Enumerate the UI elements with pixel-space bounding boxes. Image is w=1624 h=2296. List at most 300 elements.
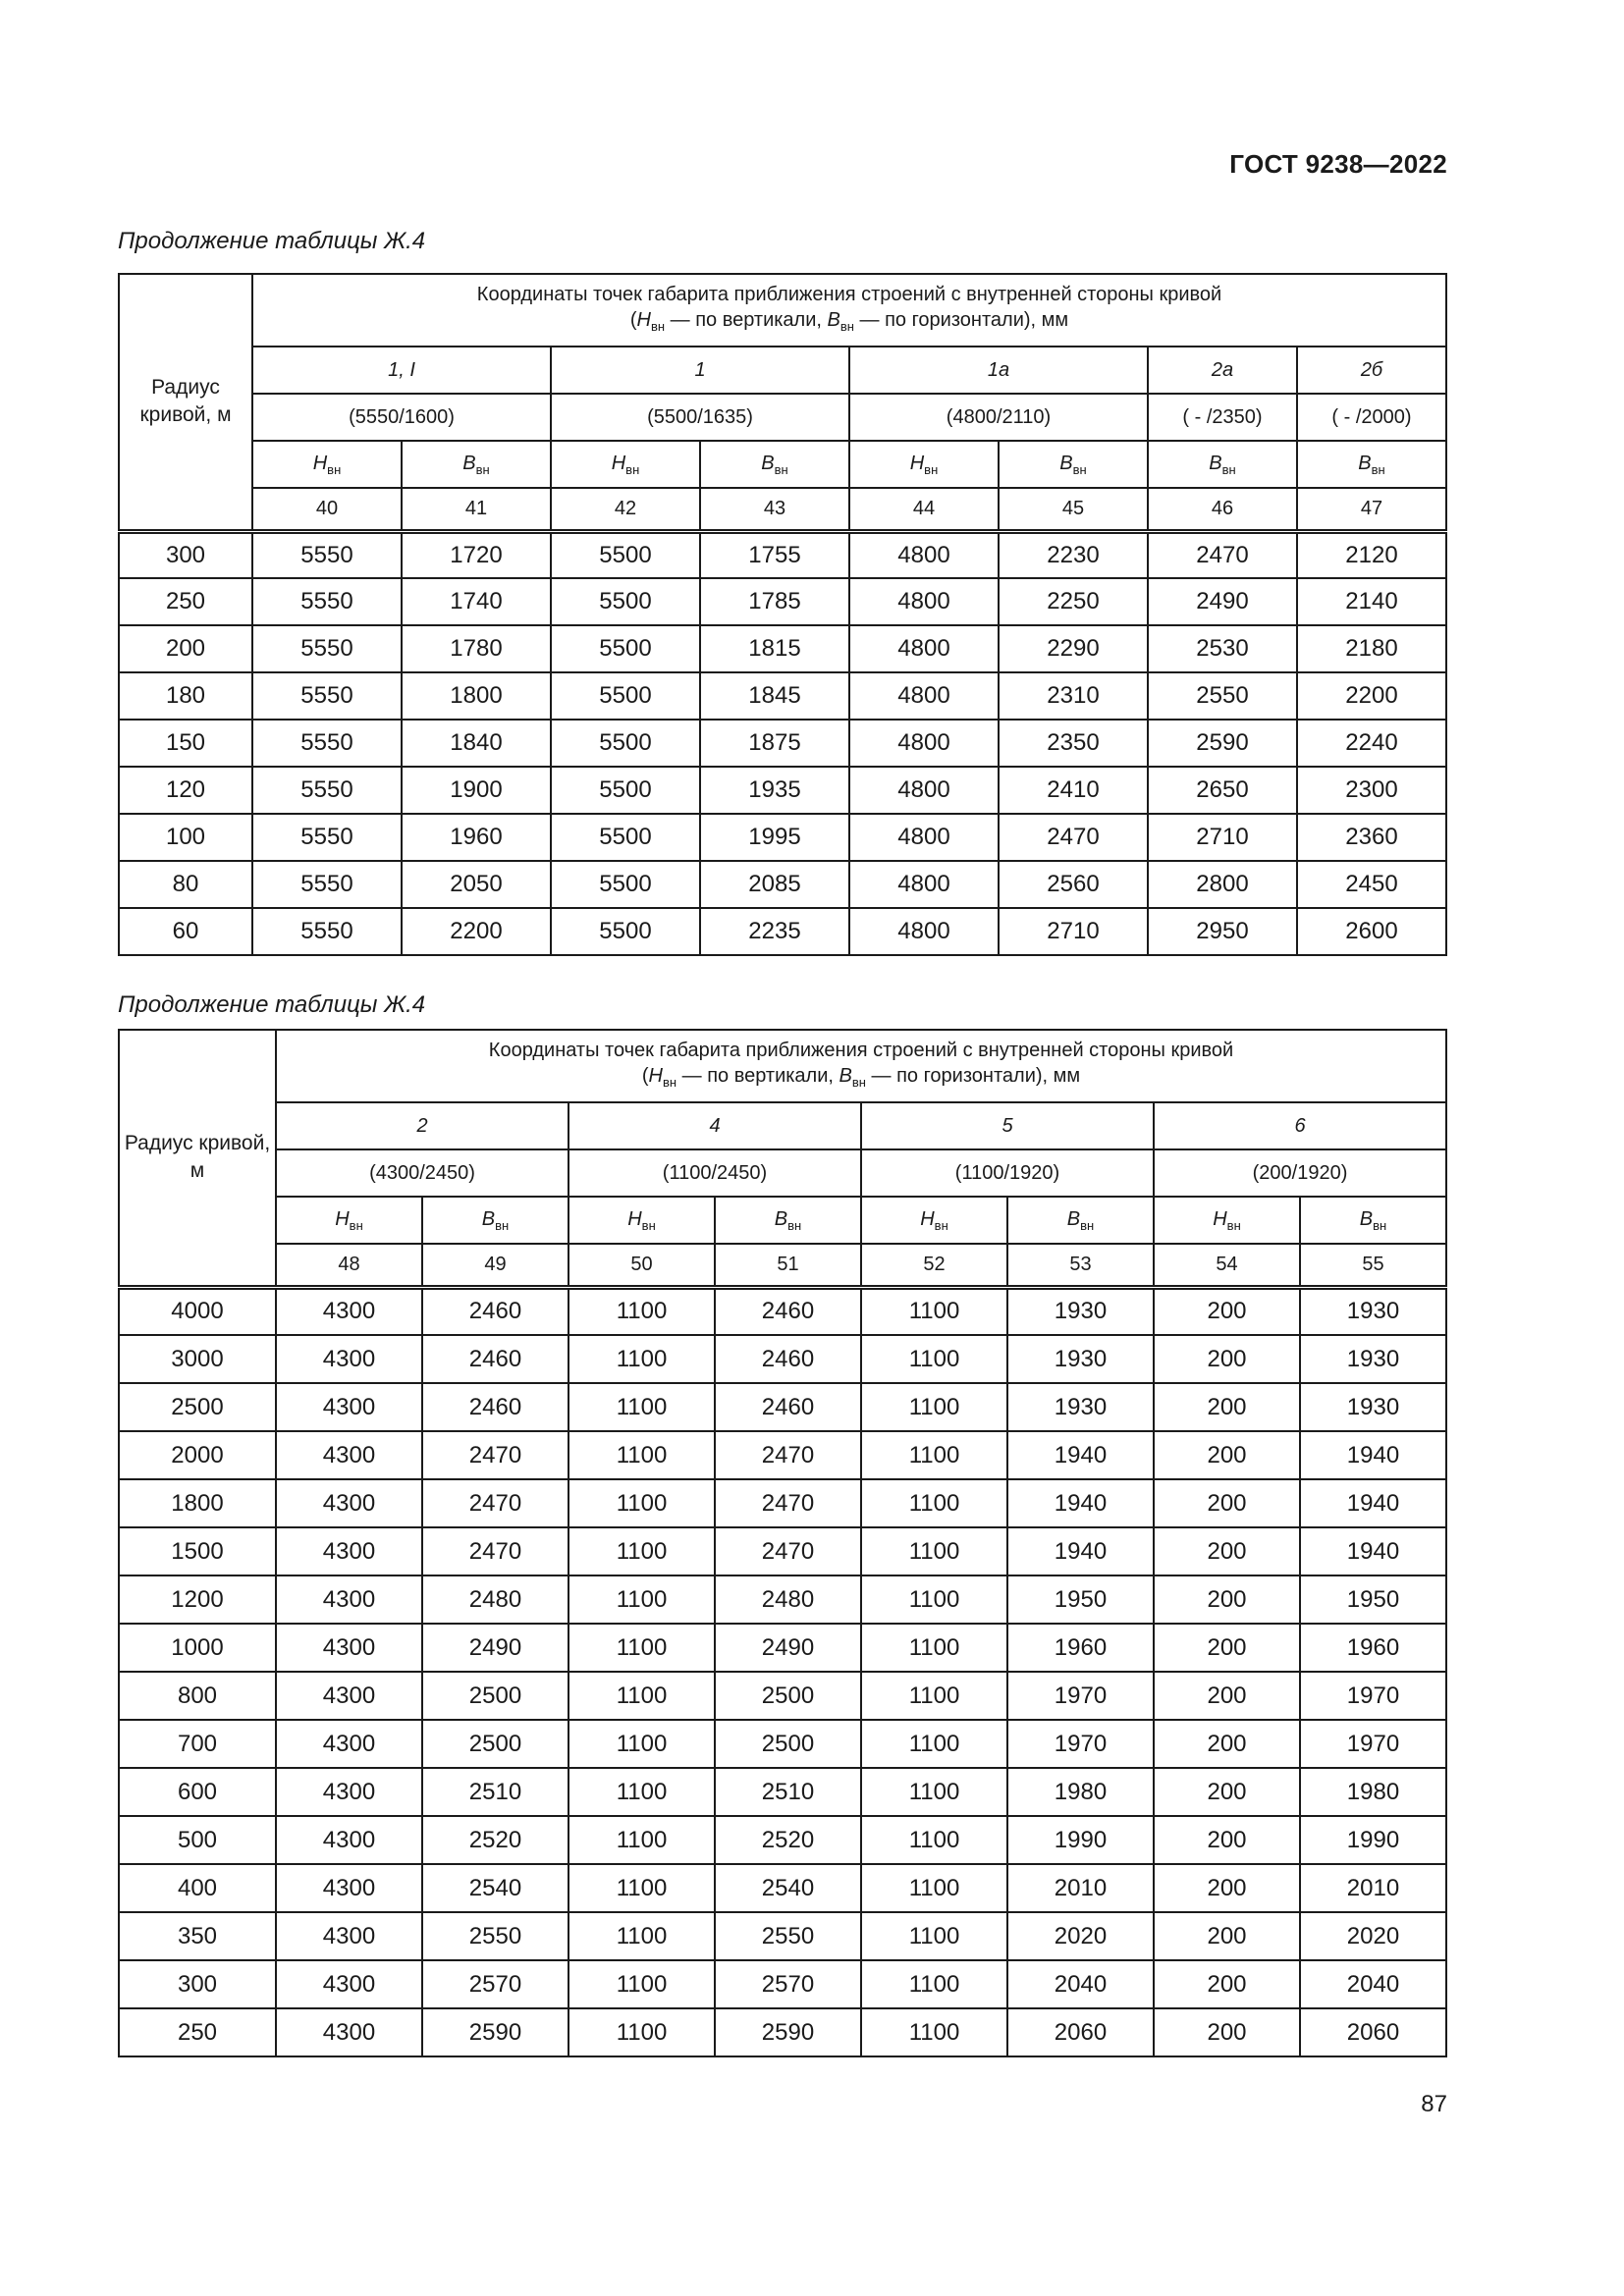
value-cell: 2490	[1148, 578, 1297, 625]
value-cell: 1100	[861, 1479, 1007, 1527]
value-cell: 2540	[422, 1864, 568, 1912]
value-cell: 1940	[1007, 1431, 1154, 1479]
main-heading: Координаты точек габарита приближения строений с внутренней стороны кривой ($H_{вн}$ — по вертикали, $B_{вн}$ — по горизонтали), мм	[252, 274, 1446, 347]
value-cell: 2460	[422, 1335, 568, 1383]
value-cell: 1720	[402, 531, 551, 578]
radius-cell: 80	[119, 861, 252, 908]
value-cell: 2360	[1297, 814, 1446, 861]
column-number: 49	[422, 1244, 568, 1287]
radius-cell: 500	[119, 1816, 276, 1864]
point-name: 5	[861, 1102, 1154, 1149]
value-cell: 1100	[568, 1624, 715, 1672]
radius-cell: 300	[119, 531, 252, 578]
value-cell: 2020	[1007, 1912, 1154, 1960]
value-cell: 5500	[551, 814, 700, 861]
table-row	[119, 1912, 1446, 1960]
radius-cell: 100	[119, 814, 252, 861]
value-cell: 1930	[1300, 1335, 1446, 1383]
value-cell: 1100	[568, 1575, 715, 1624]
value-cell: 2550	[715, 1912, 861, 1960]
value-cell: 1935	[700, 767, 849, 814]
column-number: 53	[1007, 1244, 1154, 1287]
value-cell: 1100	[861, 1864, 1007, 1912]
b-column-header: $B_{вн}$	[402, 441, 551, 488]
value-cell: 2500	[715, 1672, 861, 1720]
radius-cell: 3000	[119, 1335, 276, 1383]
value-cell: 1815	[700, 625, 849, 672]
b-symbol: B	[827, 308, 840, 331]
value-cell: 5550	[252, 625, 402, 672]
main-heading: Координаты точек габарита приближения строений с внутренней стороны кривой ($H_{вн}$ — по вертикали, $B_{вн}$ — по горизонтали), мм	[276, 1030, 1446, 1102]
value-cell: 2470	[715, 1527, 861, 1575]
value-cell: 1970	[1007, 1672, 1154, 1720]
value-cell: 1940	[1007, 1527, 1154, 1575]
value-cell: 1100	[568, 1912, 715, 1960]
value-cell: 1800	[402, 672, 551, 720]
value-cell: 2520	[715, 1816, 861, 1864]
value-cell: 1950	[1007, 1575, 1154, 1624]
value-cell: 2200	[402, 908, 551, 955]
b-column-header: $B_{вн}$	[1297, 441, 1446, 488]
value-cell: 1100	[568, 1960, 715, 2008]
value-cell: 4300	[276, 1335, 422, 1383]
table1-caption: Продолжение таблицы Ж.4	[118, 228, 426, 254]
radius-cell: 200	[119, 625, 252, 672]
value-cell: 1100	[861, 1912, 1007, 1960]
value-cell: 4300	[276, 1768, 422, 1816]
radius-cell: 1500	[119, 1527, 276, 1575]
value-cell: 4800	[849, 672, 999, 720]
value-cell: 200	[1154, 1816, 1300, 1864]
table-row	[119, 578, 1446, 625]
radius-cell: 150	[119, 720, 252, 767]
value-cell: 1875	[700, 720, 849, 767]
main-heading-line1: Координаты точек габарита приближения строений с внутренней стороны кривой	[488, 1039, 1234, 1061]
value-cell: 2470	[715, 1479, 861, 1527]
value-cell: 2460	[715, 1335, 861, 1383]
column-numbers-row	[119, 1244, 1446, 1287]
value-cell: 2085	[700, 861, 849, 908]
radius-cell: 1000	[119, 1624, 276, 1672]
value-cell: 2310	[999, 672, 1148, 720]
table2	[118, 1029, 1447, 2057]
value-cell: 2490	[422, 1624, 568, 1672]
point-coords: (1100/1920)	[861, 1149, 1154, 1197]
value-cell: 1100	[861, 1816, 1007, 1864]
value-cell: 5550	[252, 672, 402, 720]
value-cell: 2300	[1297, 767, 1446, 814]
value-cell: 200	[1154, 1720, 1300, 1768]
value-cell: 2570	[422, 1960, 568, 2008]
h-column-header: $H_{вн}$	[568, 1197, 715, 1244]
b-column-header: $B_{вн}$	[700, 441, 849, 488]
value-cell: 1930	[1300, 1287, 1446, 1335]
value-cell: 1845	[700, 672, 849, 720]
column-number: 54	[1154, 1244, 1300, 1287]
value-cell: 2710	[1148, 814, 1297, 861]
value-cell: 1100	[861, 1624, 1007, 1672]
radius-cell: 2500	[119, 1383, 276, 1431]
value-cell: 2550	[422, 1912, 568, 1960]
point-name: 4	[568, 1102, 861, 1149]
value-cell: 1100	[568, 1864, 715, 1912]
radius-cell: 350	[119, 1912, 276, 1960]
radius-cell: 300	[119, 1960, 276, 2008]
value-cell: 1100	[861, 2008, 1007, 2056]
value-cell: 200	[1154, 1527, 1300, 1575]
value-cell: 1100	[861, 1768, 1007, 1816]
value-cell: 2800	[1148, 861, 1297, 908]
value-cell: 5550	[252, 767, 402, 814]
b-column-header: $B_{вн}$	[1300, 1197, 1446, 1244]
value-cell: 5500	[551, 578, 700, 625]
value-cell: 1960	[1300, 1624, 1446, 1672]
value-cell: 1785	[700, 578, 849, 625]
table-row	[119, 1287, 1446, 1335]
value-cell: 200	[1154, 2008, 1300, 2056]
value-cell: 4300	[276, 1912, 422, 1960]
value-cell: 2460	[422, 1383, 568, 1431]
table-row	[119, 767, 1446, 814]
value-cell: 2480	[715, 1575, 861, 1624]
h-column-header: $H_{вн}$	[252, 441, 402, 488]
table-row	[119, 672, 1446, 720]
value-cell: 2650	[1148, 767, 1297, 814]
value-cell: 2040	[1007, 1960, 1154, 2008]
value-cell: 2470	[1148, 531, 1297, 578]
value-cell: 2710	[999, 908, 1148, 955]
radius-cell: 2000	[119, 1431, 276, 1479]
value-cell: 200	[1154, 1864, 1300, 1912]
column-number: 45	[999, 488, 1148, 531]
table-row	[119, 1864, 1446, 1912]
value-cell: 1930	[1007, 1335, 1154, 1383]
value-cell: 5550	[252, 814, 402, 861]
point-coords: (1100/2450)	[568, 1149, 861, 1197]
value-cell: 5550	[252, 578, 402, 625]
value-cell: 200	[1154, 1575, 1300, 1624]
value-cell: 4300	[276, 1864, 422, 1912]
value-cell: 5550	[252, 531, 402, 578]
table-row	[119, 861, 1446, 908]
value-cell: 2950	[1148, 908, 1297, 955]
value-cell: 1950	[1300, 1575, 1446, 1624]
table-row	[119, 1672, 1446, 1720]
value-cell: 1100	[568, 1720, 715, 1768]
value-cell: 2060	[1007, 2008, 1154, 2056]
value-cell: 200	[1154, 1335, 1300, 1383]
value-cell: 1960	[1007, 1624, 1154, 1672]
radius-cell: 60	[119, 908, 252, 955]
table-row	[119, 531, 1446, 578]
value-cell: 1755	[700, 531, 849, 578]
value-cell: 2240	[1297, 720, 1446, 767]
value-cell: 4300	[276, 1720, 422, 1768]
value-cell: 2470	[422, 1527, 568, 1575]
column-number: 41	[402, 488, 551, 531]
value-cell: 2590	[1148, 720, 1297, 767]
value-cell: 200	[1154, 1431, 1300, 1479]
value-cell: 200	[1154, 1383, 1300, 1431]
value-cell: 1900	[402, 767, 551, 814]
value-cell: 1970	[1007, 1720, 1154, 1768]
value-cell: 2460	[715, 1383, 861, 1431]
table-row	[119, 1624, 1446, 1672]
value-cell: 2200	[1297, 672, 1446, 720]
value-cell: 2350	[999, 720, 1148, 767]
value-cell: 5550	[252, 720, 402, 767]
value-cell: 1100	[568, 1431, 715, 1479]
value-cell: 1970	[1300, 1720, 1446, 1768]
table-row	[119, 1960, 1446, 2008]
value-cell: 1990	[1300, 1816, 1446, 1864]
value-cell: 4800	[849, 767, 999, 814]
value-cell: 200	[1154, 1960, 1300, 2008]
radius-cell: 250	[119, 578, 252, 625]
value-cell: 200	[1154, 1672, 1300, 1720]
value-cell: 1840	[402, 720, 551, 767]
table-row	[119, 2008, 1446, 2056]
value-cell: 1990	[1007, 1816, 1154, 1864]
value-cell: 4300	[276, 1287, 422, 1335]
column-number: 46	[1148, 488, 1297, 531]
value-cell: 2235	[700, 908, 849, 955]
value-cell: 1100	[861, 1720, 1007, 1768]
radius-cell: 180	[119, 672, 252, 720]
value-cell: 4300	[276, 1960, 422, 2008]
radius-cell: 1200	[119, 1575, 276, 1624]
value-cell: 1100	[568, 1479, 715, 1527]
value-cell: 2590	[715, 2008, 861, 2056]
value-cell: 2470	[422, 1479, 568, 1527]
value-cell: 2180	[1297, 625, 1446, 672]
value-cell: 1100	[568, 1672, 715, 1720]
value-cell: 4800	[849, 625, 999, 672]
radius-cell: 800	[119, 1672, 276, 1720]
radius-cell: 1800	[119, 1479, 276, 1527]
table-row	[119, 1431, 1446, 1479]
value-cell: 2490	[715, 1624, 861, 1672]
value-cell: 200	[1154, 1768, 1300, 1816]
value-cell: 1960	[402, 814, 551, 861]
value-cell: 1740	[402, 578, 551, 625]
value-cell: 1930	[1007, 1287, 1154, 1335]
value-cell: 2520	[422, 1816, 568, 1864]
value-cell: 4300	[276, 1383, 422, 1431]
h-column-header: $H_{вн}$	[551, 441, 700, 488]
value-cell: 1100	[861, 1287, 1007, 1335]
value-cell: 5500	[551, 625, 700, 672]
table-row	[119, 625, 1446, 672]
value-cell: 2250	[999, 578, 1148, 625]
value-cell: 5500	[551, 767, 700, 814]
value-cell: 4300	[276, 2008, 422, 2056]
value-cell: 2010	[1300, 1864, 1446, 1912]
value-cell: 5500	[551, 908, 700, 955]
point-coords: (5550/1600)	[252, 394, 551, 441]
column-number: 50	[568, 1244, 715, 1287]
value-cell: 2530	[1148, 625, 1297, 672]
point-coords: (4300/2450)	[276, 1149, 568, 1197]
value-cell: 4800	[849, 861, 999, 908]
radius-cell: 600	[119, 1768, 276, 1816]
value-cell: 1100	[568, 2008, 715, 2056]
value-cell: 4300	[276, 1816, 422, 1864]
value-cell: 200	[1154, 1287, 1300, 1335]
value-cell: 5550	[252, 908, 402, 955]
value-cell: 2500	[422, 1720, 568, 1768]
value-cell: 1995	[700, 814, 849, 861]
value-cell: 2550	[1148, 672, 1297, 720]
point-name: 2	[276, 1102, 568, 1149]
value-cell: 4300	[276, 1527, 422, 1575]
value-cell: 1940	[1300, 1527, 1446, 1575]
value-cell: 2140	[1297, 578, 1446, 625]
value-cell: 2010	[1007, 1864, 1154, 1912]
h-column-header: $H_{вн}$	[1154, 1197, 1300, 1244]
value-cell: 2290	[999, 625, 1148, 672]
value-cell: 2470	[999, 814, 1148, 861]
value-cell: 2470	[422, 1431, 568, 1479]
value-cell: 2020	[1300, 1912, 1446, 1960]
point-coords: (5500/1635)	[551, 394, 849, 441]
h-column-header: $H_{вн}$	[276, 1197, 422, 1244]
column-number: 43	[700, 488, 849, 531]
document-code: ГОСТ 9238—2022	[1229, 149, 1447, 179]
value-cell: 4800	[849, 814, 999, 861]
b-column-header: $B_{вн}$	[422, 1197, 568, 1244]
value-cell: 1100	[861, 1335, 1007, 1383]
value-cell: 2450	[1297, 861, 1446, 908]
value-cell: 1930	[1300, 1383, 1446, 1431]
value-cell: 2480	[422, 1575, 568, 1624]
value-cell: 1100	[568, 1383, 715, 1431]
main-heading-line1: Координаты точек габарита приближения строений с внутренней стороны кривой	[476, 283, 1222, 305]
value-cell: 1100	[568, 1287, 715, 1335]
value-cell: 2470	[715, 1431, 861, 1479]
table-row	[119, 1335, 1446, 1383]
radius-cell: 120	[119, 767, 252, 814]
radius-cell: 400	[119, 1864, 276, 1912]
b-column-header: $B_{вн}$	[1007, 1197, 1154, 1244]
column-number: 51	[715, 1244, 861, 1287]
b-column-header: $B_{вн}$	[999, 441, 1148, 488]
page-number: 87	[1421, 2091, 1447, 2117]
value-cell: 1100	[861, 1575, 1007, 1624]
value-cell: 1940	[1300, 1479, 1446, 1527]
table-row	[119, 1768, 1446, 1816]
value-cell: 2540	[715, 1864, 861, 1912]
value-cell: 4800	[849, 908, 999, 955]
point-name: 1, I	[252, 347, 551, 394]
value-cell: 1100	[568, 1335, 715, 1383]
table-row	[119, 1720, 1446, 1768]
radius-cell: 4000	[119, 1287, 276, 1335]
value-cell: 4800	[849, 578, 999, 625]
value-cell: 2570	[715, 1960, 861, 2008]
value-cell: 1780	[402, 625, 551, 672]
value-cell: 2410	[999, 767, 1148, 814]
value-cell: 5500	[551, 720, 700, 767]
column-number: 55	[1300, 1244, 1446, 1287]
value-cell: 1100	[861, 1383, 1007, 1431]
value-cell: 1970	[1300, 1672, 1446, 1720]
value-cell: 2040	[1300, 1960, 1446, 2008]
table-row	[119, 720, 1446, 767]
column-number: 47	[1297, 488, 1446, 531]
value-cell: 2050	[402, 861, 551, 908]
table-row	[119, 1383, 1446, 1431]
table-row	[119, 908, 1446, 955]
column-number: 40	[252, 488, 402, 531]
value-cell: 1100	[568, 1768, 715, 1816]
h-column-header: $H_{вн}$	[849, 441, 999, 488]
point-coords: (200/1920)	[1154, 1149, 1446, 1197]
value-cell: 2120	[1297, 531, 1446, 578]
column-number: 52	[861, 1244, 1007, 1287]
value-cell: 5500	[551, 861, 700, 908]
value-cell: 5500	[551, 672, 700, 720]
value-cell: 2460	[422, 1287, 568, 1335]
table-row	[119, 814, 1446, 861]
value-cell: 200	[1154, 1624, 1300, 1672]
value-cell: 4300	[276, 1431, 422, 1479]
value-cell: 1940	[1300, 1431, 1446, 1479]
table-row	[119, 1527, 1446, 1575]
value-cell: 1940	[1007, 1479, 1154, 1527]
point-coords: ( - /2000)	[1297, 394, 1446, 441]
b-column-header: $B_{вн}$	[1148, 441, 1297, 488]
value-cell: 5500	[551, 531, 700, 578]
b-column-header: $B_{вн}$	[715, 1197, 861, 1244]
radius-header: Радиус кривой, м	[119, 1030, 276, 1287]
value-cell: 2560	[999, 861, 1148, 908]
value-cell: 2230	[999, 531, 1148, 578]
value-cell: 2590	[422, 2008, 568, 2056]
radius-cell: 250	[119, 2008, 276, 2056]
value-cell: 2060	[1300, 2008, 1446, 2056]
value-cell: 1100	[861, 1431, 1007, 1479]
table2-caption: Продолжение таблицы Ж.4	[118, 991, 426, 1018]
point-name: 2б	[1297, 347, 1446, 394]
value-cell: 2600	[1297, 908, 1446, 955]
value-cell: 4300	[276, 1624, 422, 1672]
h-symbol: H	[636, 308, 651, 331]
value-cell: 2500	[715, 1720, 861, 1768]
point-name: 1а	[849, 347, 1148, 394]
value-cell: 4300	[276, 1479, 422, 1527]
table-row	[119, 1816, 1446, 1864]
column-numbers-row	[119, 488, 1446, 531]
point-name: 1	[551, 347, 849, 394]
value-cell: 5550	[252, 861, 402, 908]
value-cell: 2510	[715, 1768, 861, 1816]
value-cell: 1100	[568, 1527, 715, 1575]
value-cell: 4300	[276, 1672, 422, 1720]
value-cell: 1930	[1007, 1383, 1154, 1431]
value-cell: 2500	[422, 1672, 568, 1720]
value-cell: 1100	[568, 1816, 715, 1864]
radius-header: Радиус кривой, м	[119, 274, 252, 531]
point-name: 2а	[1148, 347, 1297, 394]
h-column-header: $H_{вн}$	[861, 1197, 1007, 1244]
value-cell: 200	[1154, 1479, 1300, 1527]
value-cell: 1100	[861, 1960, 1007, 2008]
value-cell: 4800	[849, 720, 999, 767]
point-coords: ( - /2350)	[1148, 394, 1297, 441]
value-cell: 2510	[422, 1768, 568, 1816]
point-coords: (4800/2110)	[849, 394, 1148, 441]
